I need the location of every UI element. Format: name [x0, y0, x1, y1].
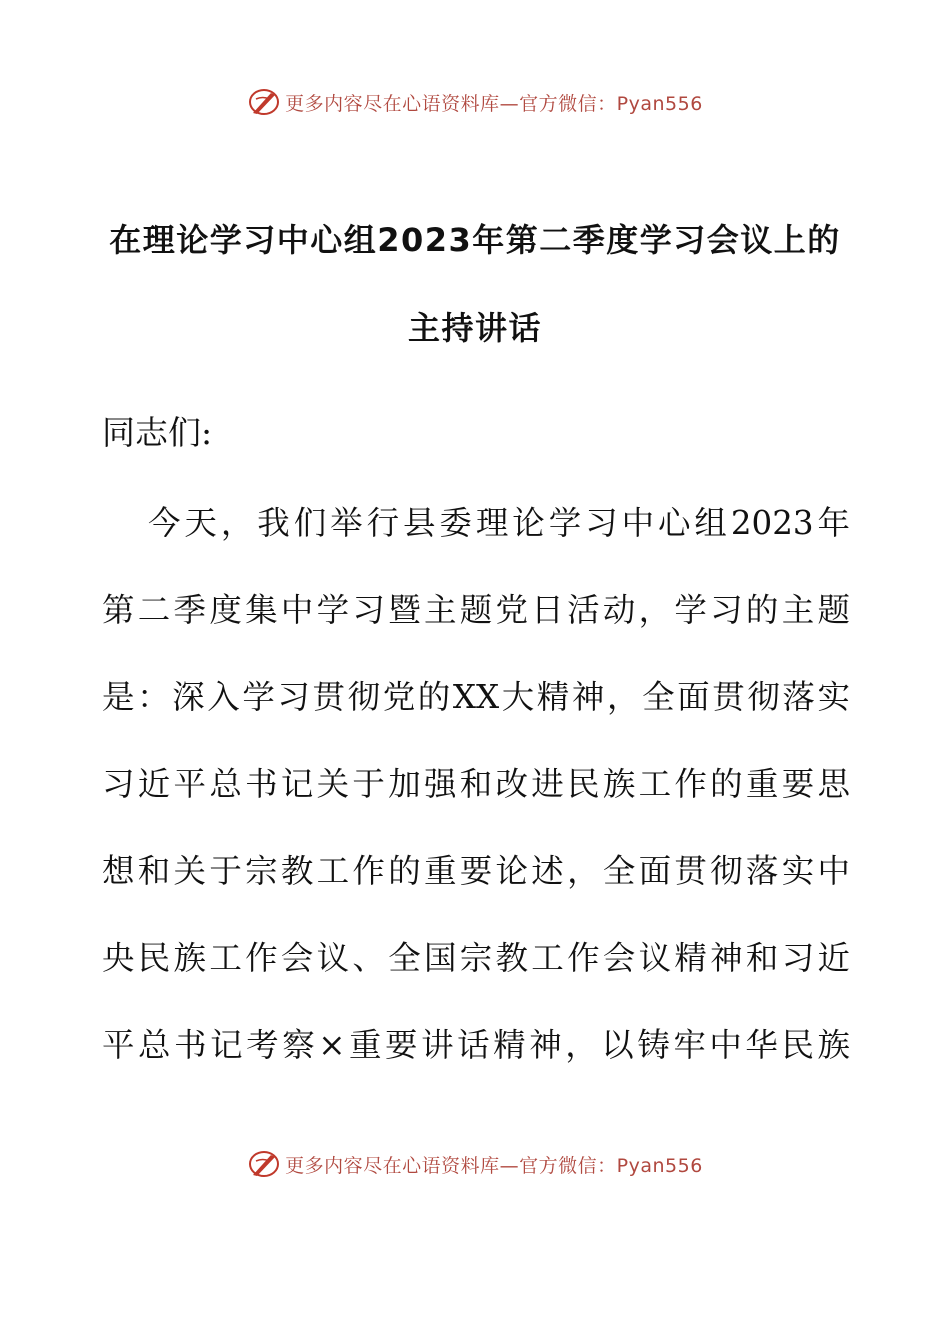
body-line: 第二季度集中学习暨主题党日活动，学习的主题 [102, 591, 850, 629]
header-banner-text: 更多内容尽在心语资料库—官方微信：Pyan556 [285, 92, 703, 115]
document-title-line-2: 主持讲话 [407, 309, 542, 347]
body-line: 是：深入学习贯彻党的XX大精神，全面贯彻落实 [102, 678, 850, 716]
document-title-line-1: 在理论学习中心组2023年第二季度学习会议上的 [109, 221, 841, 259]
salutation: 同志们: [102, 413, 213, 452]
body-line: 想和关于宗教工作的重要论述，全面贯彻落实中 [102, 852, 850, 890]
footer-banner-text: 更多内容尽在心语资料库—官方微信：Pyan556 [285, 1154, 703, 1177]
body-line: 习近平总书记关于加强和改进民族工作的重要思 [102, 765, 850, 803]
quill-pen-logo-icon [247, 87, 281, 117]
body-line: 央民族工作会议、全国宗教工作会议精神和习近 [102, 939, 850, 977]
body-line: 平总书记考察×重要讲话精神，以铸牢中华民族 [102, 1026, 850, 1064]
quill-pen-logo-icon [247, 1149, 281, 1179]
body-line: 今天，我们举行县委理论学习中心组2023年 [148, 504, 850, 542]
body-paragraph [102, 497, 850, 1106]
footer-banner [0, 1144, 950, 1184]
header-banner [0, 82, 950, 122]
